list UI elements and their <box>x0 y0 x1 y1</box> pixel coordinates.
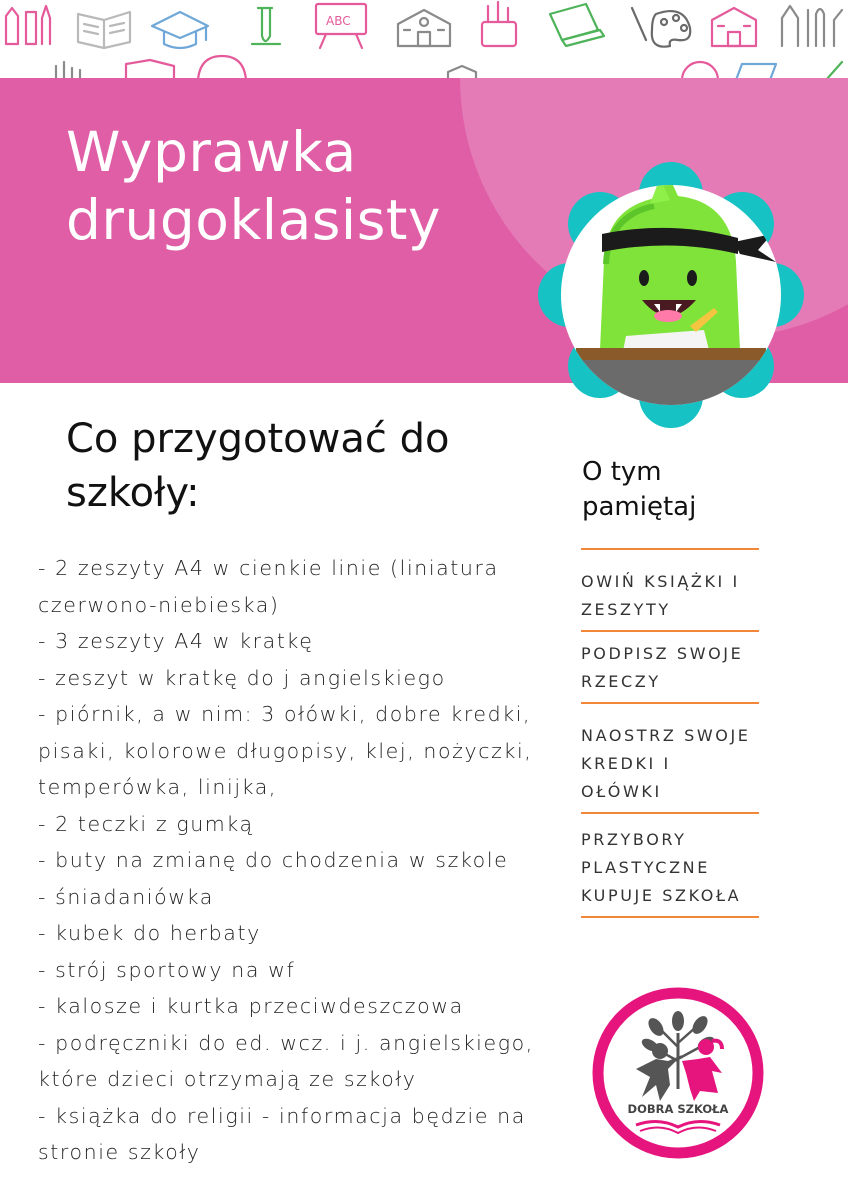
backpack-icon <box>198 56 246 80</box>
palette-icon <box>632 8 690 47</box>
mascot-badge <box>526 150 816 440</box>
list-item: - kalosze i kurtka przeciwdeszczowa <box>38 994 464 1018</box>
laptop-icon <box>550 4 604 46</box>
reminder-item-sharpen: NAOSTRZ SWOJE KREDKI I OŁÓWKI <box>581 702 759 812</box>
list-item: stronie szkoły <box>38 1140 201 1164</box>
list-item: - 2 zeszyty A4 w cienkie linie (liniatura <box>38 556 499 580</box>
logo-text: DOBRA SZKOŁA <box>627 1102 729 1116</box>
list-item: które dzieci otrzymają ze szkoły <box>38 1067 417 1091</box>
list-item: - kubek do herbaty <box>38 921 261 945</box>
list-item: czerwono-niebieska) <box>38 592 280 617</box>
book-icon <box>78 12 130 48</box>
list-item: temperówka, linijka, <box>38 775 278 799</box>
list-item: - strój sportowy na wf <box>38 957 296 982</box>
reminders-heading-line-1: O tym <box>582 457 662 487</box>
list-item: - podręczniki do ed. wcz. i j. angielskiego, <box>38 1030 534 1055</box>
list-item: - zeszyt w kratkę do j angielskiego <box>38 665 446 690</box>
checklist-heading: Co przygotować do szkoły: <box>66 416 450 516</box>
reminder-list <box>581 548 759 918</box>
reminders-heading-line-2: pamiętaj <box>582 492 697 522</box>
school-doodles-border <box>0 0 848 80</box>
list-item: - piórnik, a w nim: 3 ołówki, dobre kredki, <box>38 702 532 726</box>
school-logo <box>590 985 766 1161</box>
reminder-item-cover-books: OWIŃ KSIĄŻKI I ZESZYTY <box>581 548 759 630</box>
pencil-icon <box>6 6 50 44</box>
list-item: - buty na zmianę do chodzenia w szkole <box>38 848 509 872</box>
school-building-icon <box>712 8 756 46</box>
svg-text:ABC: ABC <box>326 14 351 28</box>
supply-list <box>38 550 583 1171</box>
mascot-illustration <box>526 150 816 440</box>
brush-icon <box>782 6 842 46</box>
page-title-line-1: Wyprawka <box>66 120 357 184</box>
reminder-item-label-things: PODPISZ SWOJE RZECZY <box>581 630 759 702</box>
list-item: - książka do religii - informacja będzie na <box>38 1103 526 1128</box>
reminders-heading <box>582 455 696 525</box>
book-icon <box>126 60 174 80</box>
school-building-icon <box>398 10 450 46</box>
graduation-cap-icon <box>152 12 208 48</box>
chalkboard-icon <box>316 4 366 48</box>
reminder-list-divider <box>581 916 759 918</box>
test-tube-icon <box>252 8 280 44</box>
list-item: - 2 teczki z gumką <box>38 811 254 836</box>
list-item: pisaki, kolorowe długopisy, klej, nożyczki, <box>38 738 533 763</box>
reminder-item-art-supplies: PRZYBORY PLASTYCZNE KUPUJE SZKOŁA <box>581 812 759 916</box>
page-title-line-2: drugoklasisty <box>66 188 441 252</box>
list-item: - 3 zeszyty A4 w kratkę <box>38 629 314 653</box>
pencil-cup-icon <box>482 2 516 46</box>
page-title <box>66 118 441 254</box>
list-item: - śniadaniówka <box>38 884 214 909</box>
